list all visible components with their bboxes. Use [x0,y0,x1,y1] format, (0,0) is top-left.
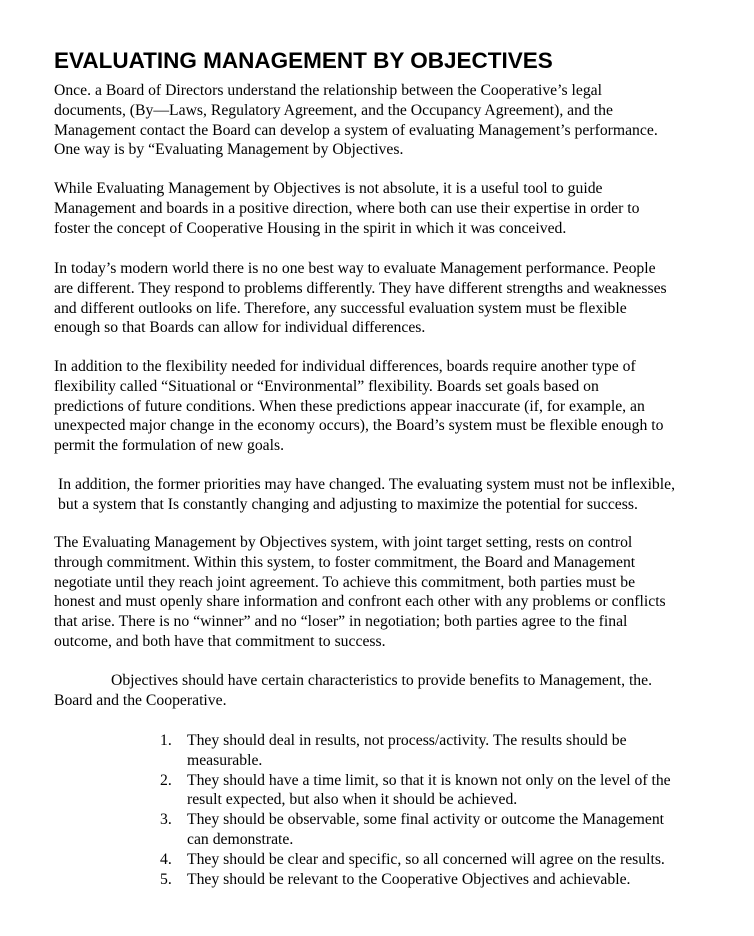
objectives-list [158,731,671,889]
list-item-line: They should be observable, some final activity or outcome the Management [187,811,665,829]
paragraph-line: In addition, the former priorities may have changed. The evaluating system must not be inflexible, [58,476,676,493]
paragraph-tool [54,179,639,238]
paragraph-line: Management contact the Board can develop a system of evaluating Management’s performance. [54,121,658,139]
list-item-line: They should have a time limit, so that it is known not only on the level of the [187,771,671,789]
paragraph-joint-target [54,533,666,652]
paragraph-line: flexibility called “Situational or “Environmental” flexibility. Boards set goals based on [54,377,599,395]
paragraph-line: In addition to the flexibility needed for individual differences, boards require another type of [54,358,636,375]
paragraph-line: The Evaluating Management by Objectives system, with joint target setting, rests on control [54,534,633,551]
paragraph-line: and different outlooks on life. Therefore, any successful evaluation system must be flexible [54,299,627,317]
list-item [158,731,671,771]
paragraph-line: Once. a Board of Directors understand the relationship between the Cooperative’s legal [54,82,603,99]
paragraph-line: unexpected major change in the economy occurs), the Board’s system must be flexible enough to [54,417,664,435]
list-item-line: result expected, but also when it should be achieved. [187,791,518,809]
paragraph-line: are different. They respond to problems differently. They have different strengths and weaknesses [54,279,667,297]
paragraph-line: predictions of future conditions. When these predictions appear inaccurate (if, for example, an [54,397,645,415]
list-item [158,850,671,870]
paragraph-priorities [58,475,675,515]
paragraph-flexibility [54,357,663,456]
list-item-line: They should deal in results, not process/activity. The results should be [187,732,627,749]
list-item-number: 5. [160,870,172,888]
document-title: EVALUATING MANAGEMENT BY OBJECTIVES [54,48,553,73]
list-item-number: 4. [160,850,172,868]
paragraph-intro [54,81,658,160]
paragraph-line: through commitment. Within this system, to foster commitment, the Board and Management [54,553,636,571]
paragraph-line: Objectives should have certain characteristics to provide benefits to Management, the. [111,672,653,689]
list-item [158,810,671,850]
paragraph-line: but a system that Is constantly changing and adjusting to maximize the potential for success. [58,495,638,513]
paragraph-line: that arise. There is no “winner” and no “loser” in negotiation; both parties agree to the final [54,613,628,631]
paragraph-modern-world [54,259,667,338]
list-item-line: They should be clear and specific, so all concerned will agree on the results. [187,850,665,868]
list-item-number: 1. [160,732,172,749]
paragraph-line: negotiate until they reach joint agreement. To achieve this commitment, both parties must be [54,573,636,591]
paragraph-line: foster the concept of Cooperative Housing in the spirit in which it was conceived. [54,219,567,237]
paragraph-line: permit the formulation of new goals. [54,437,285,455]
paragraph-line: One way is by “Evaluating Management by Objectives. [54,141,404,159]
paragraph-line: honest and must openly share information and confront each other with any problems or conflicts [54,593,666,611]
list-item-number: 2. [160,771,172,789]
list-item-number: 3. [160,811,172,829]
list-item [158,771,671,811]
paragraph-line: outcome, and both have that commitment to success. [54,632,386,650]
list-item [158,870,671,890]
list-item-line: can demonstrate. [187,830,294,848]
paragraph-line: In today’s modern world there is no one best way to evaluate Management performance. People [54,260,656,277]
paragraph-line: documents, (By—Laws, Regulatory Agreement, and the Occupancy Agreement), and the [54,101,613,119]
list-item-line: They should be relevant to the Cooperative Objectives and achievable. [187,870,631,888]
paragraph-line: Board and the Cooperative. [54,691,227,709]
list-item-line: measurable. [187,751,263,769]
paragraph-line: Management and boards in a positive direction, where both can use their expertise in order to [54,199,640,217]
paragraph-line: While Evaluating Management by Objectives is not absolute, it is a useful tool to guide [54,180,603,197]
paragraph-characteristics [54,671,652,711]
paragraph-line: enough so that Boards can allow for individual differences. [54,319,426,337]
